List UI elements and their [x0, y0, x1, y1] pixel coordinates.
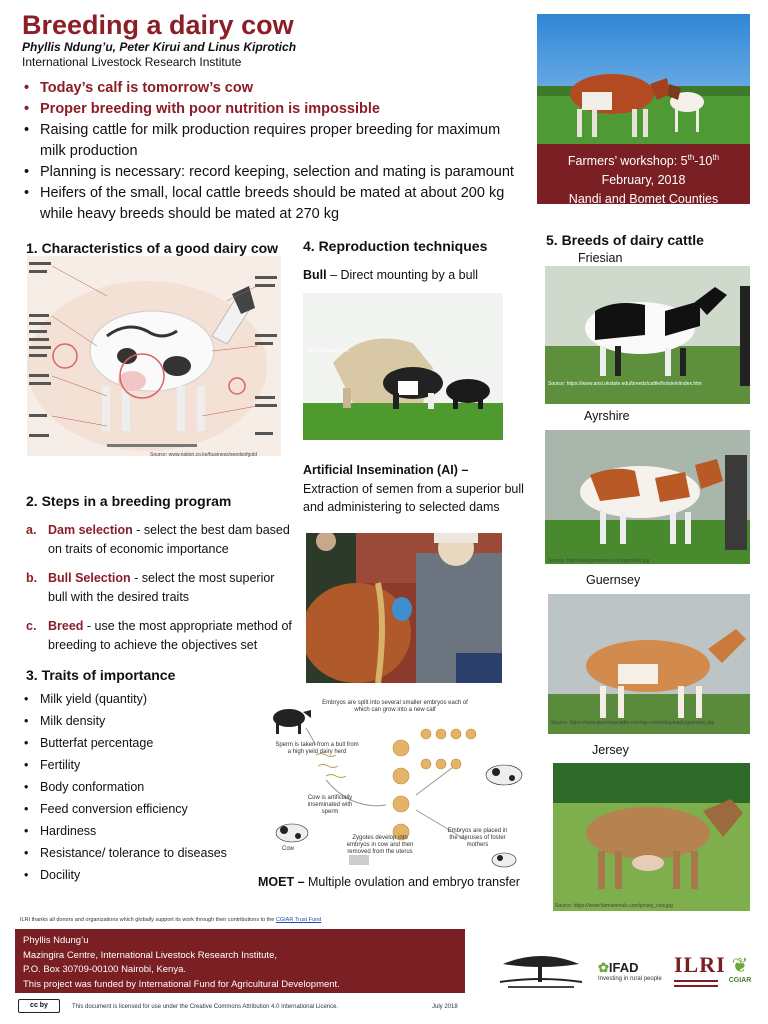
breeding-steps [26, 521, 294, 665]
mazingira-logo [498, 950, 584, 994]
trait-item: • Milk density [22, 710, 262, 732]
moet-label-zygotes: Zygotes develop into embryos in cow and then removed from the uterus [346, 835, 414, 855]
breeding-step: b. Bull Selection - select the most superior bull with the desired traits [26, 571, 275, 604]
cc-license-icon: cc by [18, 999, 60, 1013]
contact-line: This project was funded by International Fund for Agricultural Development. [23, 978, 340, 990]
workshop-box [537, 144, 750, 207]
trait-item: • Butterfat percentage [22, 732, 262, 754]
guernsey-credit: Source: https://www.guernseycattle.com/wp-content/uploads/guernsey.jpg [551, 720, 715, 726]
breeding-step: c. Breed - use the most appropriate method of breeding to achieve the objectives set [26, 619, 292, 652]
trait-item: • Body conformation [22, 776, 262, 798]
ifad-tagline: Investing in rural people [598, 976, 662, 982]
moet-label-sperm: Sperm is taken from a bull from a high yield dairy herd [275, 742, 359, 755]
workshop-location: Nandi and Bomet Counties [568, 192, 719, 207]
section3-title: 3. Traits of importance [26, 667, 176, 683]
contact-line: P.O. Box 30709-00100 Nairobi, Kenya. [23, 964, 187, 975]
moet-label-inseminated: Cow is artificially inseminated with sperm [307, 795, 353, 815]
cgiar-trust-fund-link[interactable]: CGIAR Trust Fund [275, 917, 322, 923]
breed-name-guernsey: Guernsey [586, 573, 641, 587]
cgiar-logo [724, 955, 756, 984]
license-text: This document is licensed for use under the Creative Commons Attribution 4.0 International Licence. [72, 1004, 339, 1010]
trait-item: • Resistance/ tolerance to diseases [22, 842, 262, 864]
contact-line: Mazingira Centre, International Livestock Research Institute, [23, 949, 277, 961]
section5-title: 5. Breeds of dairy cattle [546, 232, 704, 248]
moet-label-placed: Embryos are placed in the uteruses of foster mothers [447, 828, 508, 848]
cow-anatomy-diagram [27, 256, 281, 456]
ai-description: Artificial Insemination (AI) – Extraction of semen from a superior bull and administering to selected dams [303, 463, 524, 514]
jersey-credit: Source: https://www.farmanimals.com/jersey_cow.jpg [555, 903, 673, 909]
trait-item: • Docility [22, 864, 262, 886]
intro-bullet: • Proper breeding with poor nutrition is impossible [22, 99, 522, 120]
ifad-logo [598, 960, 662, 982]
trait-item: • Hardiness [22, 820, 262, 842]
institute: International Livestock Research Institute [22, 55, 242, 69]
moet-label-split: Embryos are split into several smaller embryos each of which can grow into a new calf [322, 700, 468, 713]
header-photo [537, 14, 750, 144]
section1-title: 1. Characteristics of a good dairy cow [26, 240, 279, 256]
breeding-step: a. Dam selection - select the best dam based on traits of economic importance [26, 523, 290, 556]
ayrshire-credit: Source: http://www.jenonsee.com/ayrshire.jpg [548, 558, 650, 564]
breed-name-ayrshire: Ayrshire [584, 409, 630, 423]
cgiar-leaf-icon: ❦ [731, 955, 749, 977]
trait-item: • Fertility [22, 754, 262, 776]
ifad-logo-text: ✿IFAD [598, 960, 639, 975]
intro-bullet: • Raising cattle for milk production requires proper breeding for maximum milk production [22, 120, 522, 162]
moet-label-cow: Cow [282, 846, 295, 852]
intro-bullet: • Planning is necessary: record keeping, selection and mating is paramount [22, 162, 522, 183]
ilri-logo-text: ILRI [674, 952, 726, 977]
intro-bullets [22, 78, 522, 225]
guernsey-photo [548, 594, 750, 734]
bull-description: Bull – Direct mounting by a bull [303, 268, 479, 282]
intro-bullet: • Heifers of the small, local cattle breeds should be mated at about 200 kg while heavy breeds should be mated at 270 kg [22, 183, 522, 225]
ai-photo [306, 533, 502, 683]
ayrshire-photo [545, 430, 750, 564]
bull-photo-credit: https://pixabay.com [306, 348, 349, 354]
section4-title: 4. Reproduction techniques [303, 238, 488, 254]
workshop-dates: Farmers’ workshop: 5th-10th [567, 153, 720, 169]
authors: Phyllis Ndung’u, Peter Kirui and Linus Kiprotich [22, 40, 297, 54]
friesian-credit: Source: https://www.ansi.okstate.edu/breeds/cattle/holstein/index.htm [548, 381, 702, 387]
trait-item: • Feed conversion efficiency [22, 798, 262, 820]
cgiar-logo-text: CGIAR [728, 977, 752, 984]
intro-bullet: • Today’s calf is tomorrow’s cow [22, 78, 522, 99]
trait-item: • Milk yield (quantity) [22, 688, 262, 710]
jersey-photo [553, 763, 750, 911]
contact-box [15, 929, 465, 993]
acknowledgement: ILRI thanks all donors and organizations which globally support its work through their contributions to the CGIAR Trust Fund [20, 917, 322, 923]
moet-description: MOET – Multiple ovulation and embryo transfer [258, 875, 520, 889]
contact-line: Phyllis Ndung’u [23, 935, 89, 946]
traits-list [22, 688, 262, 886]
license-date: July 2018 [432, 1004, 458, 1010]
breed-name-friesian: Friesian [578, 251, 623, 265]
workshop-month: February, 2018 [601, 173, 686, 188]
section2-title: 2. Steps in a breeding program [26, 493, 232, 509]
poster-title: Breeding a dairy cow [22, 10, 294, 40]
section1-source: Source: www.nation.co.ke/business/seedsofgold [150, 452, 258, 458]
bull-mounting-photo [303, 293, 503, 440]
ilri-logo [674, 952, 726, 987]
breed-name-jersey: Jersey [592, 743, 629, 757]
